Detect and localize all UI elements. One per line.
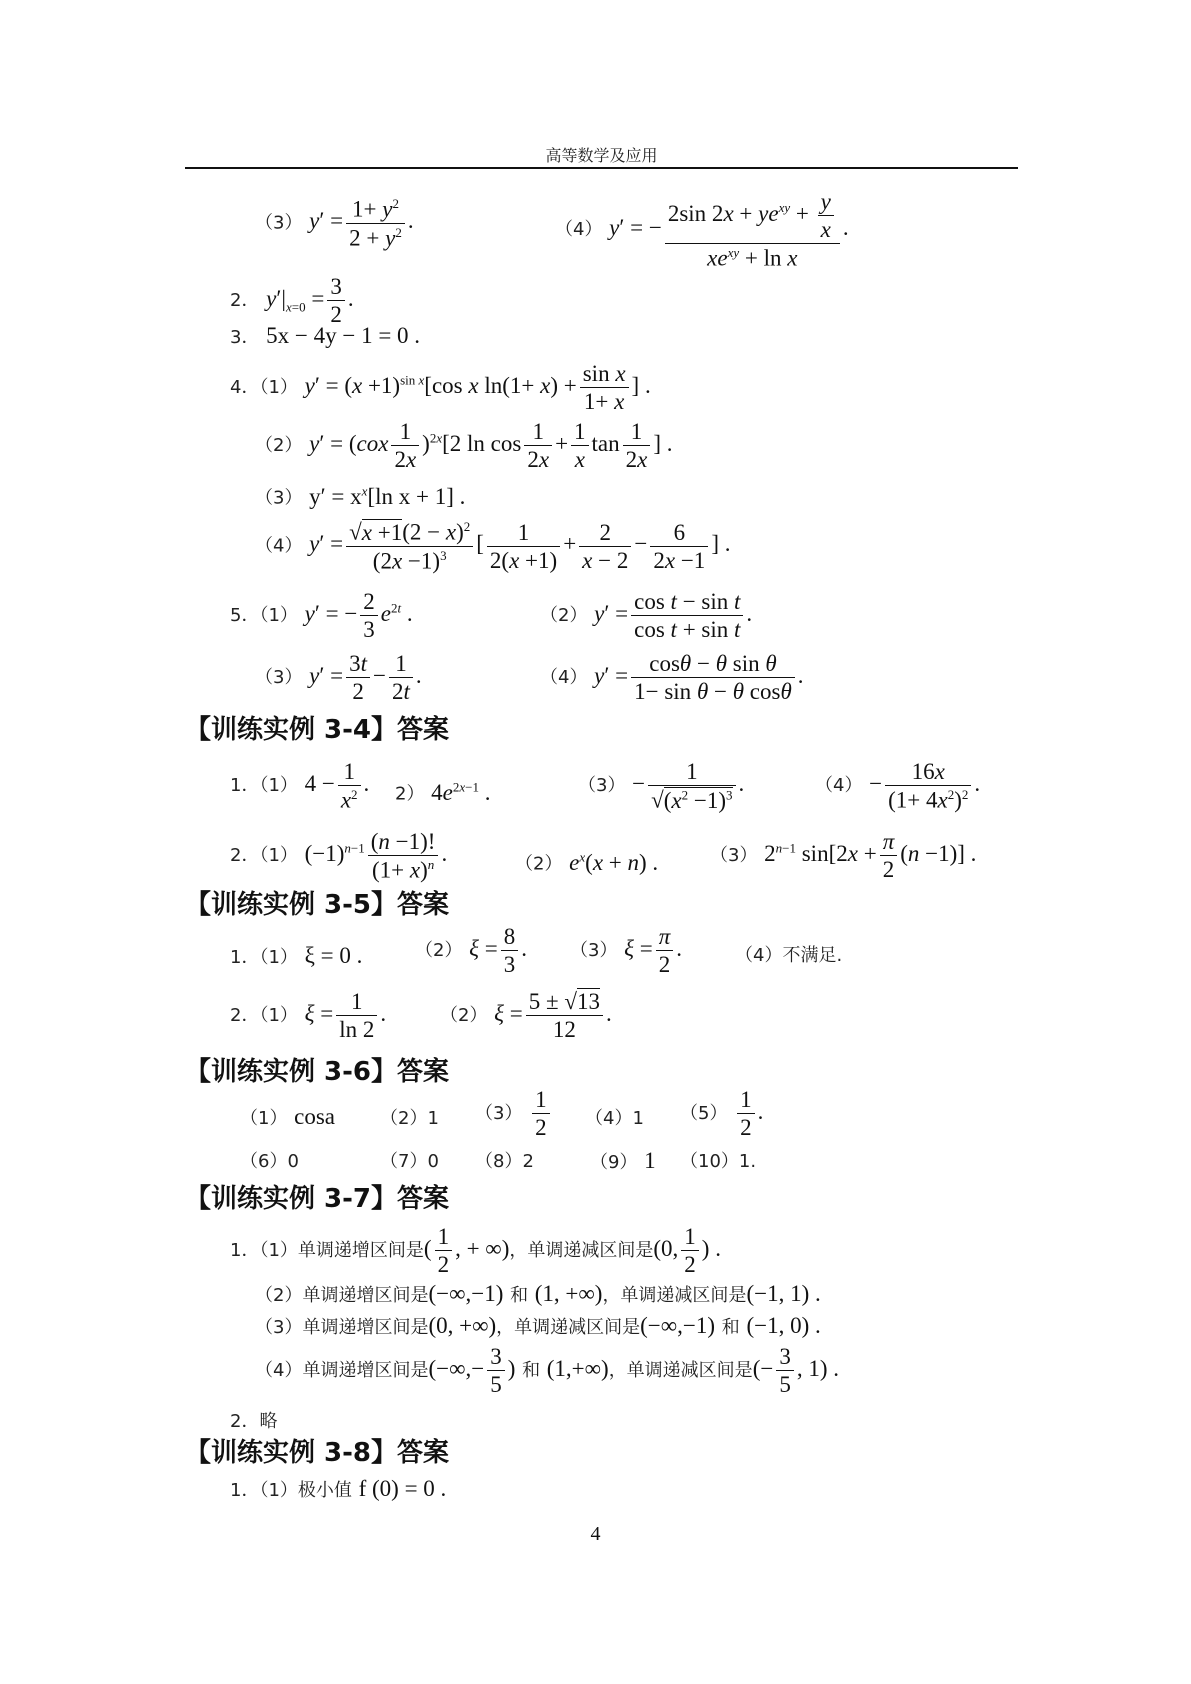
header-rule bbox=[185, 167, 1018, 169]
answer-line: 2） $4e^{2x-1}$ . bbox=[395, 779, 491, 805]
section-heading: 【训练实例 3-4】答案 bbox=[185, 715, 450, 745]
answer-line: （4） y′ = $\frac{√x +1(2 - x)^2}{(2x -1)^3}$ [ $\frac{1}{2(x +1)}$ + $\frac{2}{x - 2}$ − $\frac{6}{2x -1}$ ] . bbox=[255, 519, 731, 574]
answer-line: 2．（1） ξ = $\frac{1}{\ln 2}$ . bbox=[230, 989, 387, 1042]
answer-line: 1．（1） 4 − $\frac{1}{x^2}$ . bbox=[230, 759, 370, 813]
answer-line: （2）单调递增区间是(−∞,−1) 和 (1, +∞)，单调递减区间是(−1, 1) . bbox=[255, 1281, 821, 1306]
answer-line: 5．（1） y′ = − $\frac{2}{3}$ $e^{2t}$ . bbox=[230, 589, 413, 642]
answer-line: （4）单调递增区间是(−∞,− $\frac{3}{5}$ ) 和 (1,+∞)，单调递减区间是(− $\frac{3}{5}$ , 1) . bbox=[255, 1344, 839, 1397]
page-number: 4 bbox=[590, 1523, 601, 1545]
answer-line: （6）0 bbox=[240, 1151, 299, 1172]
section-heading: 【训练实例 3-6】答案 bbox=[185, 1057, 450, 1087]
answer-line: 4．（1） $y' = (x +1)^{sin x}[\cos$ x ln(1+ x) + $\frac{\text{sin x}}{1+ x}$ ] . bbox=[230, 361, 651, 414]
running-header: 高等数学及应用 bbox=[545, 146, 658, 165]
answer-line: （3） $2^{n-1}$ sin[2x + $\frac{\pi}{2}$ (n −1)] . bbox=[710, 829, 977, 882]
answer-line: （8）2 bbox=[475, 1151, 534, 1172]
answer-line: （4）不满足. bbox=[735, 945, 843, 966]
answer-line: 2． $y'|_{x=0}$ = $\frac{3}{2}$ . bbox=[230, 274, 354, 327]
section-heading: 【训练实例 3-8】答案 bbox=[185, 1438, 450, 1468]
answer-line: （3） $\frac{1}{2}$ bbox=[475, 1088, 553, 1139]
answer-line: （2） y′ = $\frac{\text{cos t − sin t}}{\text{cos t + sin t}}$ . bbox=[540, 589, 753, 642]
section-heading: 【训练实例 3-7】答案 bbox=[185, 1184, 450, 1214]
answer-line: （3） y′ = $\frac{3t}{2}$ − $\frac{1}{2t}$ . bbox=[255, 651, 422, 704]
answer-line: （4）1 bbox=[585, 1108, 644, 1129]
section-heading: 【训练实例 3-5】答案 bbox=[185, 890, 450, 920]
answer-line: 1．（1） ξ = 0 . bbox=[230, 943, 363, 968]
answer-line: （2） y′ = (cox $\frac{1}{2x}$ )$^{2x}$[2 ln cos $\frac{1}{2x}$ + $\frac{1}{x}$ tan $\frac{1}{2x}$ ] . bbox=[255, 419, 673, 472]
answer-line: （3） $y' = x^x[\ln$ x + 1] . bbox=[255, 483, 466, 509]
answer-line: （2）1 bbox=[380, 1108, 439, 1129]
answer-line: 3． 5x − 4y − 1 = 0 . bbox=[230, 323, 421, 348]
answer-line: （5） $\frac{1}{2}$ . bbox=[680, 1087, 764, 1140]
answer-line: （4） − $\frac{16x}{(1+ 4x^2)^2}$ . bbox=[815, 759, 981, 813]
answer-line: （7）0 bbox=[380, 1151, 439, 1172]
answer-line: 2．略 bbox=[230, 1411, 278, 1432]
answer-line: （3） − $\frac{1}{√(x^2 -1)^3}$ . bbox=[578, 759, 745, 813]
answer-line: （2） ξ = $\frac{5 \pm √13}{12}$ . bbox=[440, 989, 612, 1042]
answer-line: 2．（1） $(-1)^{n-1}$ $\frac{(n -1)!}{(1+ x)^n}$ . bbox=[230, 829, 448, 883]
answer-line: （3） ξ = $\frac{\pi}{2}$ . bbox=[570, 924, 683, 977]
answer-line: （9） 1 bbox=[590, 1148, 656, 1173]
answer-line: （2） ξ = $\frac{8}{3}$ . bbox=[415, 924, 527, 977]
answer-line: （3）单调递增区间是(0, +∞)，单调递减区间是(−∞,−1) 和 (−1, 0) . bbox=[255, 1313, 821, 1338]
answer-line: （10）1. bbox=[680, 1151, 757, 1172]
answer-line: （4） y′ = − 2sin $2x + ye^{xy}$ + $\frac{y}{x}$ $xe^{xy} + \ln x$ . bbox=[555, 189, 849, 271]
answer-line: （1） cosa bbox=[240, 1104, 336, 1129]
answer-line: （4） y′ = $\frac{\text{cosθ − θ sin θ}}{\text{1− sin θ − θ cosθ}}$ . bbox=[540, 651, 804, 704]
answer-line: （2） $e^x(x + n)$ . bbox=[515, 849, 659, 875]
answer-line: （3） y′ = $\frac{1+ y^2}{2 + y^2}$ . bbox=[255, 196, 414, 251]
answer-line: 1．（1）单调递增区间是( $\frac{1}{2}$ , + ∞)，单调递减区间是(0, $\frac{1}{2}$ ) . bbox=[230, 1224, 721, 1277]
answer-line: 1．（1）极小值 f (0) = 0 . bbox=[230, 1476, 447, 1501]
